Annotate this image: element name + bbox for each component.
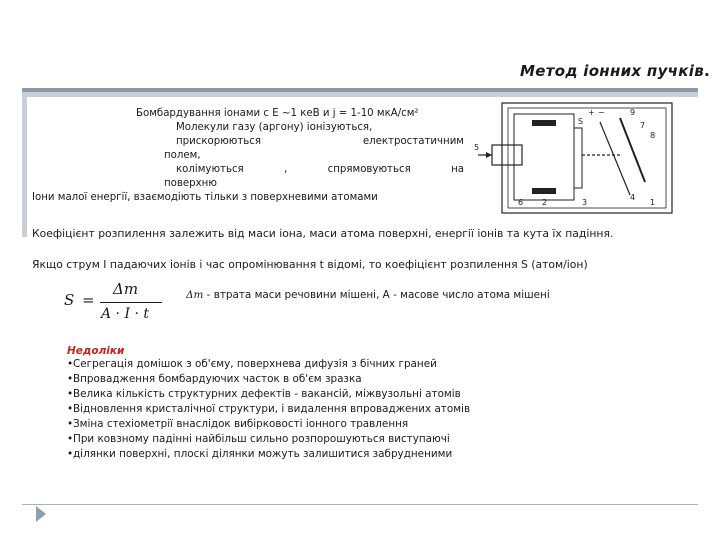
- molecules-word: прискорюються: [176, 136, 262, 147]
- formula-denominator: A · I · t: [101, 306, 149, 322]
- diagram-label: +: [588, 108, 595, 117]
- gas-inlet-tube: [492, 145, 522, 165]
- diagram-label: 3: [582, 198, 588, 207]
- list-item: •Впровадження бомбардуючих часток в об'єм зразка: [67, 373, 362, 385]
- bombardment-text: Бомбардування іонами с Е ~1 кеВ и j = 1-10 мкА/см²: [136, 108, 419, 119]
- sputter-yield-formula: [60, 280, 170, 328]
- molecules-word: електростатичним: [362, 136, 464, 147]
- formula-note-text: - втрата маси речовини мішені, А - масове число атома мішені: [203, 289, 550, 301]
- formula-equals: =: [82, 291, 95, 309]
- molecules-line-4: [164, 163, 464, 177]
- ion-beam-apparatus-diagram: [470, 100, 676, 216]
- list-item: •Зміна стехіометрії внаслідок вибірковості іонного травлення: [67, 418, 409, 430]
- diagram-label: 7: [640, 121, 646, 130]
- list-item: •Відновлення кристалічної структури, і видалення впроваджених атомів: [67, 403, 471, 415]
- fraction-line: [100, 302, 162, 303]
- molecules-line-1: Молекули газу (аргону) іонізуються,: [176, 122, 373, 133]
- ion-source-housing: [514, 114, 574, 200]
- diagram-label: 2: [542, 198, 548, 207]
- list-item: •При ковзному падінні найбільш сильно розпорошуються виступаючі: [67, 433, 450, 445]
- diagram-label: 5: [474, 143, 480, 152]
- molecules-paragraph: [164, 121, 464, 191]
- left-accent-bar: [22, 97, 27, 237]
- diagram-label: 4: [630, 193, 636, 202]
- electrode-plate: [574, 128, 582, 188]
- vacuum-chamber-outer: [502, 103, 672, 213]
- molecules-word: на: [451, 164, 464, 175]
- molecules-line-2: [164, 135, 464, 149]
- molecules-line-3: полем,: [164, 150, 201, 161]
- molecules-word: ,: [284, 164, 288, 175]
- drawbacks-heading: Недоліки: [67, 345, 125, 357]
- title-rule-light: [22, 92, 698, 97]
- list-item: •Сегрегація домішок з об'єму, поверхнева дифузія з бічних граней: [67, 358, 437, 370]
- ion-flux-text: Якщо струм I падаючих іонів і час опромінювання t відомі, то коефіцієнт розпилення S (атом/іон): [32, 258, 588, 271]
- formula-numerator: Δm: [113, 280, 139, 298]
- low-energy-ions-text: Іони малої енергії, взаємодіють тільки з поверхневими атомами: [32, 191, 452, 205]
- drawbacks-list: [67, 357, 567, 462]
- magnet-bottom: [532, 188, 556, 194]
- molecules-line-5: поверхню: [164, 178, 217, 189]
- slide-title: Метод іонних пучків.: [520, 62, 710, 80]
- inlet-arrow-head: [486, 152, 492, 158]
- magnet-top: [532, 120, 556, 126]
- sputter-coefficient-text: Коефіцієнт розпилення залежить від маси іона, маси атома поверхні, енергії іонів та кута їх падіння.: [32, 227, 614, 240]
- diagram-label: 1: [650, 198, 656, 207]
- diagram-label: S: [578, 117, 584, 126]
- formula-note: [186, 289, 550, 301]
- delta-m-symbol: Δm: [186, 289, 204, 301]
- diagram-label: 6: [518, 198, 524, 207]
- formula-lhs: S: [64, 291, 75, 309]
- list-item: •ділянки поверхні, плоскі ділянки можуть залишитися забрудненими: [67, 448, 453, 460]
- molecules-word: спрямовуються: [327, 164, 411, 175]
- list-item: •Велика кількість структурних дефектів - вакансій, міжвузольні атомів: [67, 388, 461, 400]
- diagram-label: 9: [630, 108, 636, 117]
- footer-rule: [22, 504, 698, 505]
- diagram-label: −: [598, 108, 605, 117]
- next-slide-arrow-icon[interactable]: [36, 506, 46, 522]
- molecules-word: колімуються: [176, 164, 244, 175]
- diagram-label: 8: [650, 131, 656, 140]
